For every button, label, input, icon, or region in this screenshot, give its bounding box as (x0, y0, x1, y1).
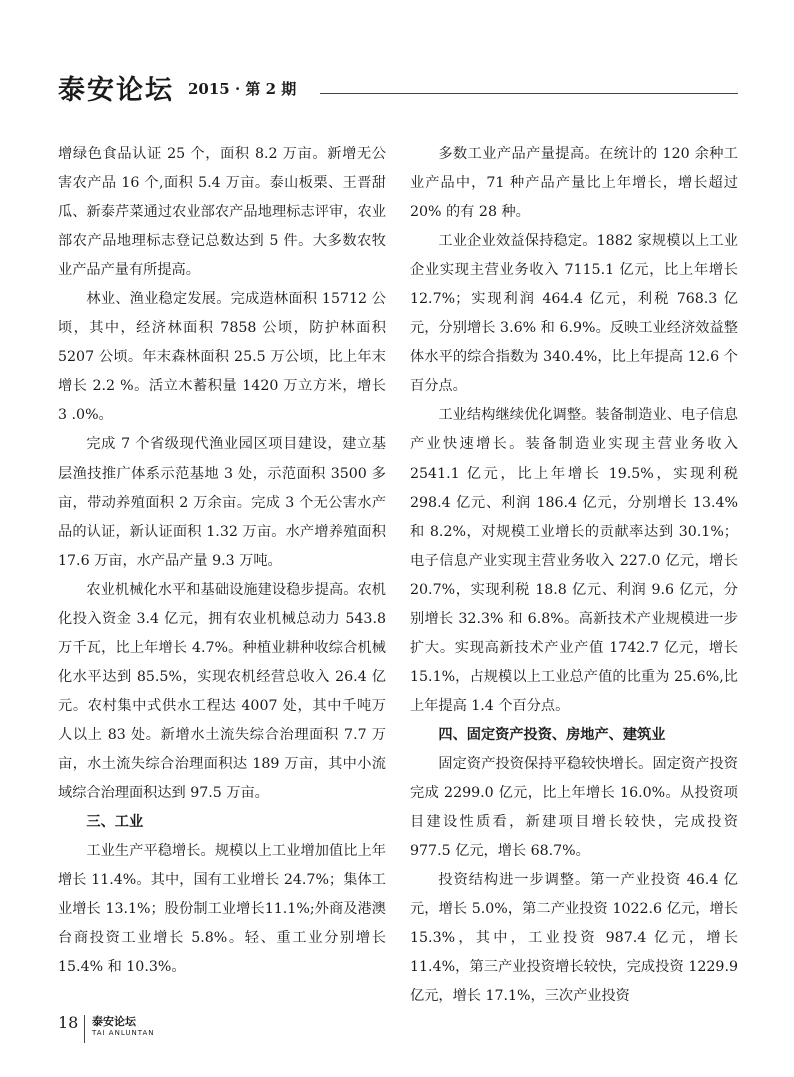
paragraph: 完成 7 个省级现代渔业园区项目建设，建立基层渔技推广体系示范基地 3 处，示范面积 3500 多亩，带动养殖面积 2 万余亩。完成 3 个无公害水产品的认证，新认证面积 1.32 万亩。水产增养殖面积 17.6 万亩，水产品产量 9.3 万吨。 (58, 436, 386, 569)
header-rule (320, 93, 738, 94)
running-header (58, 68, 738, 104)
paragraph: 增绿色食品认证 25 个，面积 8.2 万亩。新增无公害农产品 16 个,面积 5.4 万亩。泰山板栗、王晋甜瓜、新泰芹菜通过农业部农产品地理标志评审，农业部农产品地理标志登记总数达到 5 件。大多数农牧业产品产量有所提高。 (58, 146, 386, 279)
page-number: 18 (58, 1013, 79, 1032)
footer-divider (84, 1015, 85, 1043)
section-heading: 四、固定资产投资、房地产、建筑业 (438, 726, 666, 743)
paragraph: 投资结构进一步调整。第一产业投资 46.4 亿元，增长 5.0%，第二产业投资 1022.6 亿元，增长 15.3%，其中，工业投资 987.4 亿元，增长 11.4%，第三产业投资增长较快，完成投资 1229.9 亿元，增长 17.1%，三次产业投资 (410, 872, 738, 1005)
issue-number: 2015 · 第 2 期 (188, 80, 297, 98)
paragraph: 固定资产投资保持平稳较快增长。固定资产投资完成 2299.0 亿元，比上年增长 16.0%。从投资项目建设性质看，新建项目增长较快，完成投资 977.5 亿元，增长 68.7%。 (410, 755, 738, 860)
left-column (58, 140, 386, 982)
right-column (410, 140, 738, 1011)
paragraph: 农业机械化水平和基础设施建设稳步提高。农机化投入资金 3.4 亿元，拥有农业机械总动力 543.8 万千瓦，比上年增长 4.7%。种植业耕种收综合机械化水平达到 85.5%，实现农机经营总收入 26.4 亿元。农村集中式供水工程达 4007 处，其中千吨万人以上 83 处。新增水土流失综合治理面积 7.7 万亩，水土流失综合治理面积达 189 万亩，其中小流域综合治理面积达到 97.5 万亩。 (58, 581, 386, 802)
paragraph: 多数工业产品产量提高。在统计的 120 余种工业产品中，71 种产品产量比上年增长，增长超过 20% 的有 28 种。 (410, 146, 738, 221)
journal-title: 泰安论坛 (58, 75, 174, 106)
paragraph: 工业企业效益保持稳定。1882 家规模以上工业企业实现主营业务收入 7115.1 亿元，比上年增长 12.7%；实现利润 464.4 亿元，利税 768.3 亿元，分别增长 3.6% 和 6.9%。反映工业经济效益整体水平的综合指数为 340.4%，比上年提高 12.6 个百分点。 (410, 233, 738, 395)
paragraph: 林业、渔业稳定发展。完成造林面积 15712 公顷，其中，经济林面积 7858 公顷，防护林面积 5207 公顷。年末森林面积 25.5 万公顷，比上年末增长 2.2 %。活立木蓄积量 1420 万立方米，增长 3 .0%。 (58, 291, 386, 424)
paragraph: 工业结构继续优化调整。装备制造业、电子信息产业快速增长。装备制造业实现主营业务收入 2541.1 亿元，比上年增长 19.5%，实现利税 298.4 亿元、利润 186.4 亿元，分别增长 13.4% 和 8.2%，对规模工业增长的贡献率达到 30.1%；电子信息产业实现主营业务收入 227.0 亿元，增长 20.7%，实现利税 18.8 亿元、利润 9.6 亿元，分别增长 32.3% 和 6.8%。高新技术产业规模进一步扩大。实现高新技术产业产值 1742.7 亿元，增长 15.1%，占规模以上工业总产值的比重为 25.6%,比上年提高 1.4 个百分点。 (410, 407, 738, 714)
section-heading: 三、工业 (86, 814, 144, 831)
footer-journal-pinyin: TAI ANLUNTAN (92, 1029, 155, 1037)
footer-journal-name: 泰安论坛 (92, 1015, 136, 1028)
paragraph: 工业生产平稳增长。规模以上工业增加值比上年增长 11.4%。其中，国有工业增长 24.7%；集体工业增长 13.1%；股份制工业增长11.1%;外商及港澳台商投资工业增长 5.8%。轻、重工业分别增长 15.4% 和 10.3%。 (58, 843, 386, 976)
